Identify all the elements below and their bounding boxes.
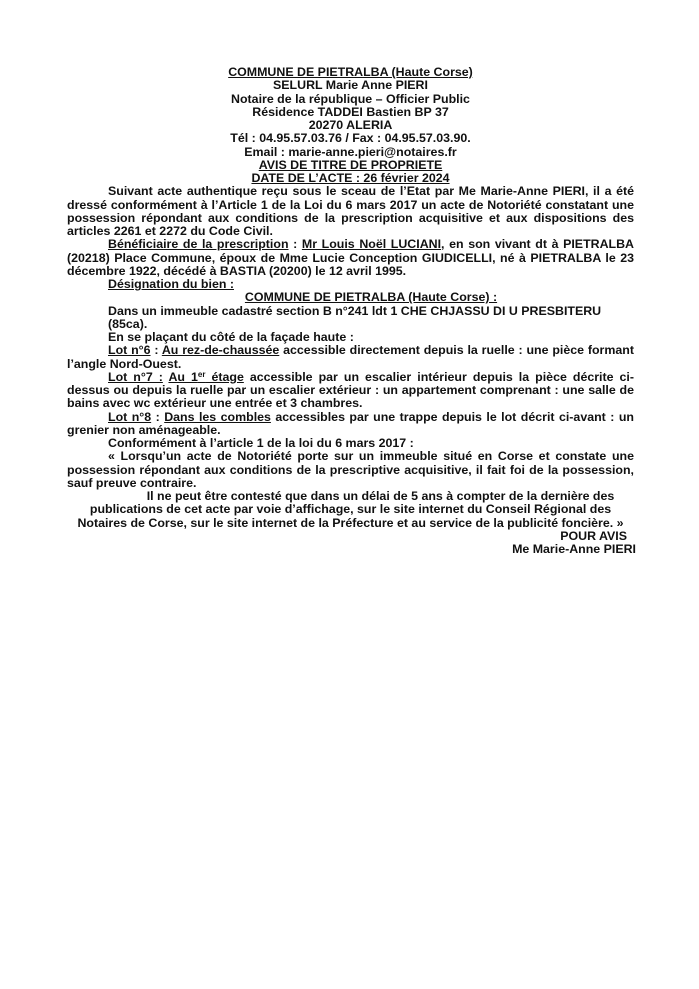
property-commune: COMMUNE DE PIETRALBA (Haute Corse) :: [244, 290, 498, 305]
beneficiary-label: Bénéficiaire de la prescription: [108, 237, 289, 252]
pour-avis: POUR AVIS: [560, 528, 627, 543]
beneficiary-paragraph: [67, 238, 634, 278]
lot-7-level-text: Au 1: [168, 369, 198, 384]
notary-city: 20270 ALERIA: [308, 118, 393, 132]
lot-7-label: Lot n°7 :: [108, 369, 163, 384]
lot-8-sep: :: [151, 409, 165, 424]
lot-8-paragraph: [67, 411, 634, 438]
designation-label-row: [67, 278, 634, 291]
cadastre-line: Dans un immeuble cadastré section B n°241 ldt 1 CHE CHJASSU DI U PRESBITERU (85ca).: [108, 303, 602, 331]
property-commune-row: [67, 291, 634, 304]
commune-heading: COMMUNE DE PIETRALBA (Haute Corse): [228, 65, 473, 79]
law-quote-paragraph: « Lorsqu’un acte de Notoriété porte sur un immeuble situé en Corse et constate une possession répondant aux conditions de la prescriptive acquisitive, il fait foi de la possession, sauf preuve contraire.: [67, 449, 634, 490]
lot-8-level: Dans les combles: [164, 409, 271, 424]
signatory-name: Me Marie-Anne PIERI: [512, 542, 636, 556]
contest-paragraph: Il ne peut être contesté que dans un délai de 5 ans à compter de la dernière des publications de cet acte par voie d’affichage, sur le site internet du Conseil Régional des Notaires de Corse, sur le site internet de la Préfecture et au service de la publicité foncière. »: [77, 489, 624, 530]
facade-line: En se plaçant du côté de la façade haute :: [108, 330, 354, 344]
beneficiary-details: , en son vivant dt à PIETRALBA (20218) Place Commune, époux de Mme Lucie Conception GIUDICELLI, né à PIETRALBA le 23 décembre 1922, décédé à BASTIA (20200) le 12 avril 1995.: [67, 237, 635, 278]
lot-7-level-after: étage: [205, 369, 244, 384]
intro-paragraph: Suivant acte authentique reçu sous le sceau de l’Etat par Me Marie-Anne PIERI, il a été dressé conformément à l’Article 1 de la Loi du 6 mars 2017 un acte de Notoriété constatant une possession répondant aux conditions de la prescription acquisitive et aux dispositions des articles 2261 et 2272 du Code Civil.: [67, 184, 634, 238]
notary-email: Email : marie-anne.pieri@notaires.fr: [244, 144, 457, 159]
beneficiary-separator: :: [288, 237, 302, 252]
lot-6-paragraph: [67, 344, 634, 371]
lot-8-label: Lot n°8: [108, 409, 152, 424]
notary-role: Notaire de la république – Officier Public: [231, 91, 470, 106]
notary-office: SELURL Marie Anne PIERI: [273, 78, 428, 93]
lot-6-sep: :: [150, 343, 162, 358]
notice-title: AVIS DE TITRE DE PROPRIETE: [258, 157, 443, 172]
lot-8-text: accessibles par une trappe depuis le lot décrit ci-avant : un grenier non aménageable.: [67, 409, 634, 437]
lot-7-paragraph: [67, 371, 634, 411]
lot-7-text: accessible par un escalier intérieur depuis la pièce décrite ci-dessus ou depuis la ruelle par un escalier extérieur : un appartement comprenant : une salle de bains avec wc extérieur une entrée et 3 chambres.: [67, 369, 634, 411]
lot-6-label: Lot n°6: [108, 343, 151, 358]
legal-notice-document: [67, 66, 634, 556]
notary-residence: Résidence TADDEI Bastien BP 37: [252, 104, 449, 119]
law-reference: Conformément à l’article 1 de la loi du 6 mars 2017 :: [108, 436, 414, 450]
lot-6-level: Au rez-de-chaussée: [161, 343, 280, 358]
lot-7-level: [168, 370, 243, 384]
act-date: DATE DE L’ACTE : 26 février 2024: [251, 171, 450, 185]
beneficiary-name: Mr Louis Noël LUCIANI: [301, 237, 442, 252]
notary-phone-fax: Tél : 04.95.57.03.76 / Fax : 04.95.57.03.90.: [230, 131, 471, 146]
designation-label: Désignation du bien :: [108, 277, 234, 291]
lot-7-level-sup: er: [197, 369, 206, 379]
lot-6-text: accessible directement depuis la ruelle : une pièce formant l’angle Nord-Ouest.: [67, 343, 634, 371]
